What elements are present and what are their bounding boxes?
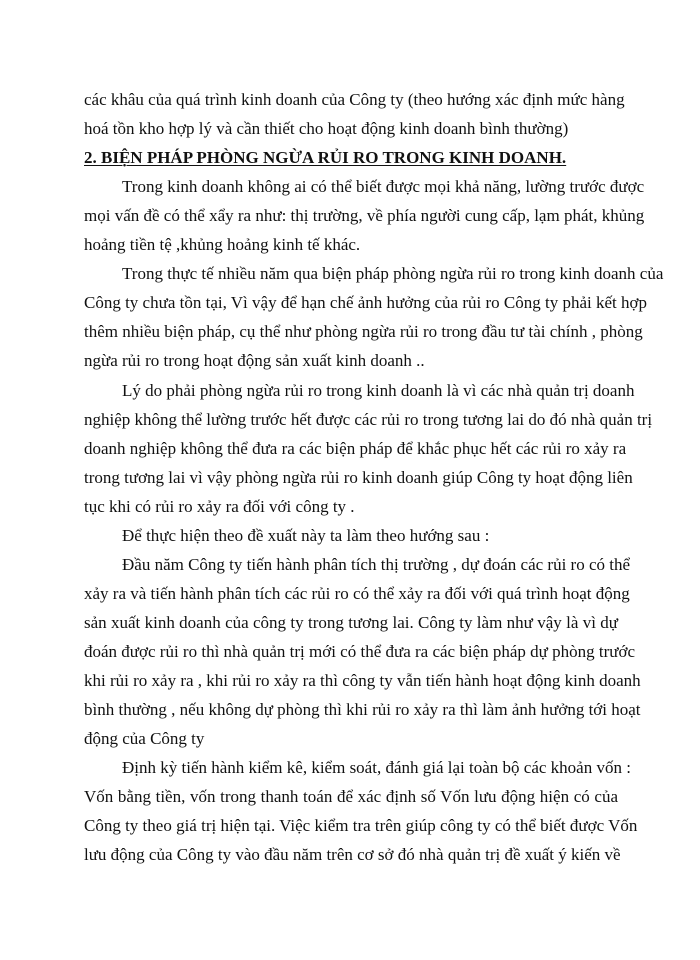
text-line: Lý do phải phòng ngừa rủi ro trong kinh doanh là vì các nhà quản trị doanh <box>122 381 635 400</box>
text-line: ngừa rủi ro trong hoạt động sản xuất kinh doanh .. <box>84 351 425 370</box>
text-line: Trong kinh doanh không ai có thể biết được mọi khả năng, lường trước được <box>122 177 645 196</box>
text-line: hoá tồn kho hợp lý và cần thiết cho hoạt động kinh doanh bình thường) <box>84 119 569 138</box>
text-line: Vốn bằng tiền, vốn trong thanh toán để xác định số Vốn lưu động hiện có của <box>84 787 618 806</box>
text-line: Công ty theo giá trị hiện tại. Việc kiểm tra trên giúp công ty có thể biết được Vốn <box>84 816 638 835</box>
section-heading: 2. BIỆN PHÁP PHÒNG NGỪA RỦI RO TRONG KINH DOANH. <box>84 148 567 167</box>
text-line: bình thường , nếu không dự phòng thì khi rủi ro xảy ra thì làm ảnh hưởng tới hoạt <box>84 700 641 719</box>
text-line: Trong thực tế nhiều năm qua biện pháp phòng ngừa rủi ro trong kinh doanh của <box>122 264 664 283</box>
text-line: đoán được rủi ro thì nhà quản trị mới có thể đưa ra các biện pháp dự phòng trước <box>84 642 635 661</box>
text-line: các khâu của quá trình kinh doanh của Công ty (theo hướng xác định mức hàng <box>84 90 625 109</box>
text-line: Để thực hiện theo đề xuất này ta làm theo hướng sau : <box>122 526 490 545</box>
text-line: động của Công ty <box>84 729 205 748</box>
text-line: khi rủi ro xảy ra , khi rủi ro xảy ra thì công ty vẫn tiến hành hoạt động kinh doanh <box>84 671 641 690</box>
text-line: lưu động của Công ty vào đầu năm trên cơ sở đó nhà quản trị đề xuất ý kiến về <box>84 845 621 864</box>
text-line: sản xuất kinh doanh của công ty trong tương lai. Công ty làm như vậy là vì dự <box>84 613 618 632</box>
text-line: nghiệp không thể lường trước hết được các rủi ro trong tương lai do đó nhà quản trị <box>84 410 653 429</box>
text-line: Đầu năm Công ty tiến hành phân tích thị trường , dự đoán các rủi ro có thể <box>122 555 631 574</box>
text-line: hoảng tiền tệ ,khủng hoảng kinh tế khác. <box>84 235 361 254</box>
text-line: Công ty chưa tồn tại, Vì vậy để hạn chế ảnh hưởng của rủi ro Công ty phải kết hợp <box>84 293 647 312</box>
text-line: trong tương lai vì vậy phòng ngừa rủi ro kinh doanh giúp Công ty hoạt động liên <box>84 468 633 487</box>
text-line: doanh nghiệp không thể đưa ra các biện pháp để khắc phục hết các rủi ro xảy ra <box>84 439 627 458</box>
text-line: mọi vấn đề có thể xẩy ra như: thị trường, về phía người cung cấp, lạm phát, khủng <box>84 206 645 225</box>
text-line: thêm nhiều biện pháp, cụ thể như phòng ngừa rủi ro trong đầu tư tài chính , phòng <box>84 322 643 341</box>
text-line: Định kỳ tiến hành kiểm kê, kiểm soát, đánh giá lại toàn bộ các khoản vốn : <box>122 758 631 777</box>
text-line: xảy ra và tiến hành phân tích các rủi ro có thể xảy ra đối với quá trình hoạt động <box>84 584 630 603</box>
text-line: tục khi có rủi ro xảy ra đối với công ty . <box>84 497 355 516</box>
